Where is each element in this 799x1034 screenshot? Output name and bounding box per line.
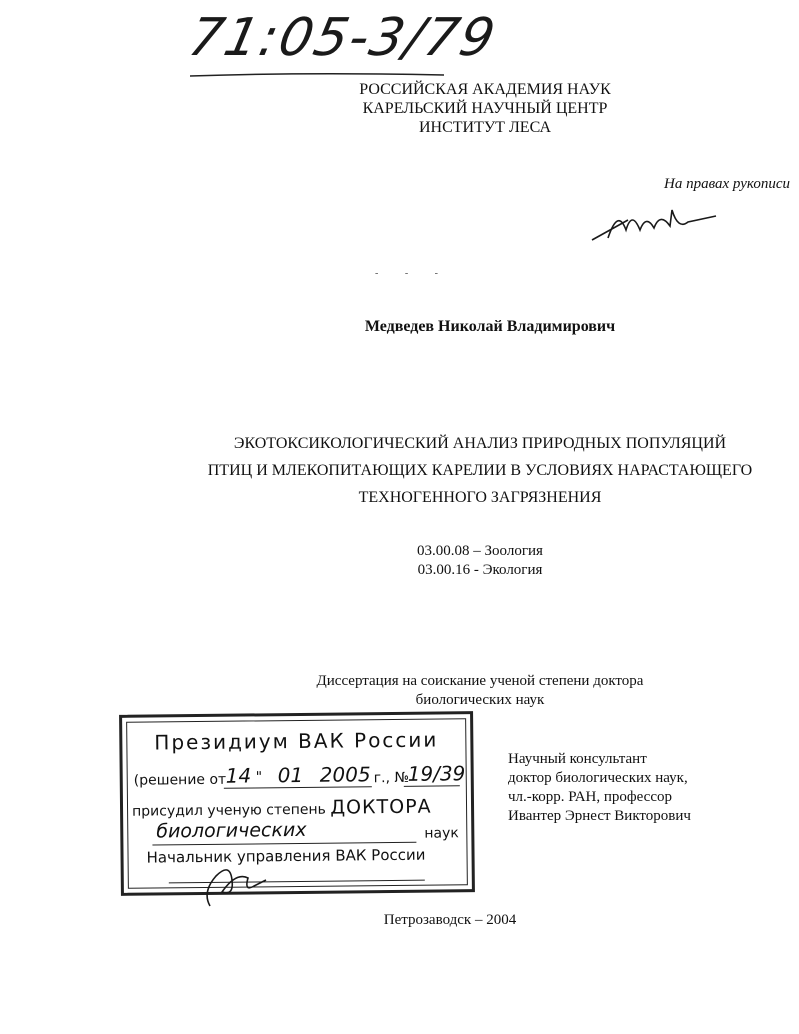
organization-line-1: РОССИЙСКАЯ АКАДЕМИЯ НАУК (359, 81, 611, 98)
title-line-3: ТЕХНОГЕННОГО ЗАГРЯЗНЕНИЯ (358, 489, 602, 506)
degree-statement (290, 672, 670, 710)
stamp-heading: Президиум ВАК России (154, 727, 439, 755)
author-signature (588, 200, 728, 250)
decision-year: 2005 (319, 762, 371, 787)
scan-marks: - - - (375, 268, 450, 279)
awarded-text: присудил ученую степень (131, 801, 326, 820)
archive-code-underline (188, 70, 448, 80)
dissertation-title (170, 430, 790, 511)
consultant-line-4: Ивантер Эрнест Викторович (508, 808, 691, 824)
stamp-inner-border (126, 718, 468, 889)
field-suffix: наук (424, 825, 459, 842)
stamp-decision-line (134, 772, 227, 789)
decision-month: 01 (277, 762, 304, 788)
quote-mark: " (255, 769, 263, 786)
degree-doctor: ДОКТОРА (330, 795, 432, 819)
place-year: Петрозаводск – 2004 (383, 912, 517, 928)
consultant-line-1: Научный консультант (508, 751, 647, 767)
stamp-chief: Начальник управления ВАК России (146, 845, 426, 867)
specialty-2: 03.00.16 - Экология (417, 562, 543, 578)
vak-stamp (119, 711, 475, 896)
consultant-line-2: доктор биологических наук, (508, 770, 688, 786)
organization-line-3: ИНСТИТУТ ЛЕСА (418, 119, 552, 136)
degree-line-1: Диссертация на соискание ученой степени доктора (316, 673, 644, 689)
decision-number-underline (404, 785, 460, 787)
field-handwritten: биологических (156, 818, 307, 843)
decision-prefix: (решение от (133, 771, 227, 789)
field-underline (152, 842, 416, 846)
decision-day: 14 (225, 763, 252, 788)
title-line-2: ПТИЦ И МЛЕКОПИТАЮЩИХ КАРЕЛИИ В УСЛОВИЯХ НАРАСТАЮЩЕГО (207, 462, 753, 479)
degree-line-2: биологических наук (415, 692, 545, 708)
decision-date-underline (224, 786, 372, 789)
decision-number: 19/39 (407, 761, 466, 786)
author-name: Медведев Николай Владимирович (364, 318, 616, 335)
rights-note: На правах рукописи (664, 176, 790, 192)
specialty-codes (380, 542, 580, 580)
specialty-1: 03.00.08 – Зоология (417, 543, 543, 559)
consultant-line-3: чл.-корр. РАН, профессор (508, 789, 672, 805)
scientific-consultant (508, 750, 788, 826)
organization-line-2: КАРЕЛЬСКИЙ НАУЧНЫЙ ЦЕНТР (362, 100, 608, 117)
vak-chief-signature (196, 852, 276, 912)
title-line-1: ЭКОТОКСИКОЛОГИЧЕСКИЙ АНАЛИЗ ПРИРОДНЫХ ПОПУЛЯЦИЙ (233, 435, 727, 452)
organization-header (340, 80, 630, 137)
archive-code: 71:05-3/79 (183, 8, 502, 68)
decision-year-suffix: г., № (373, 769, 410, 787)
stamp-awarded-line (132, 796, 432, 821)
